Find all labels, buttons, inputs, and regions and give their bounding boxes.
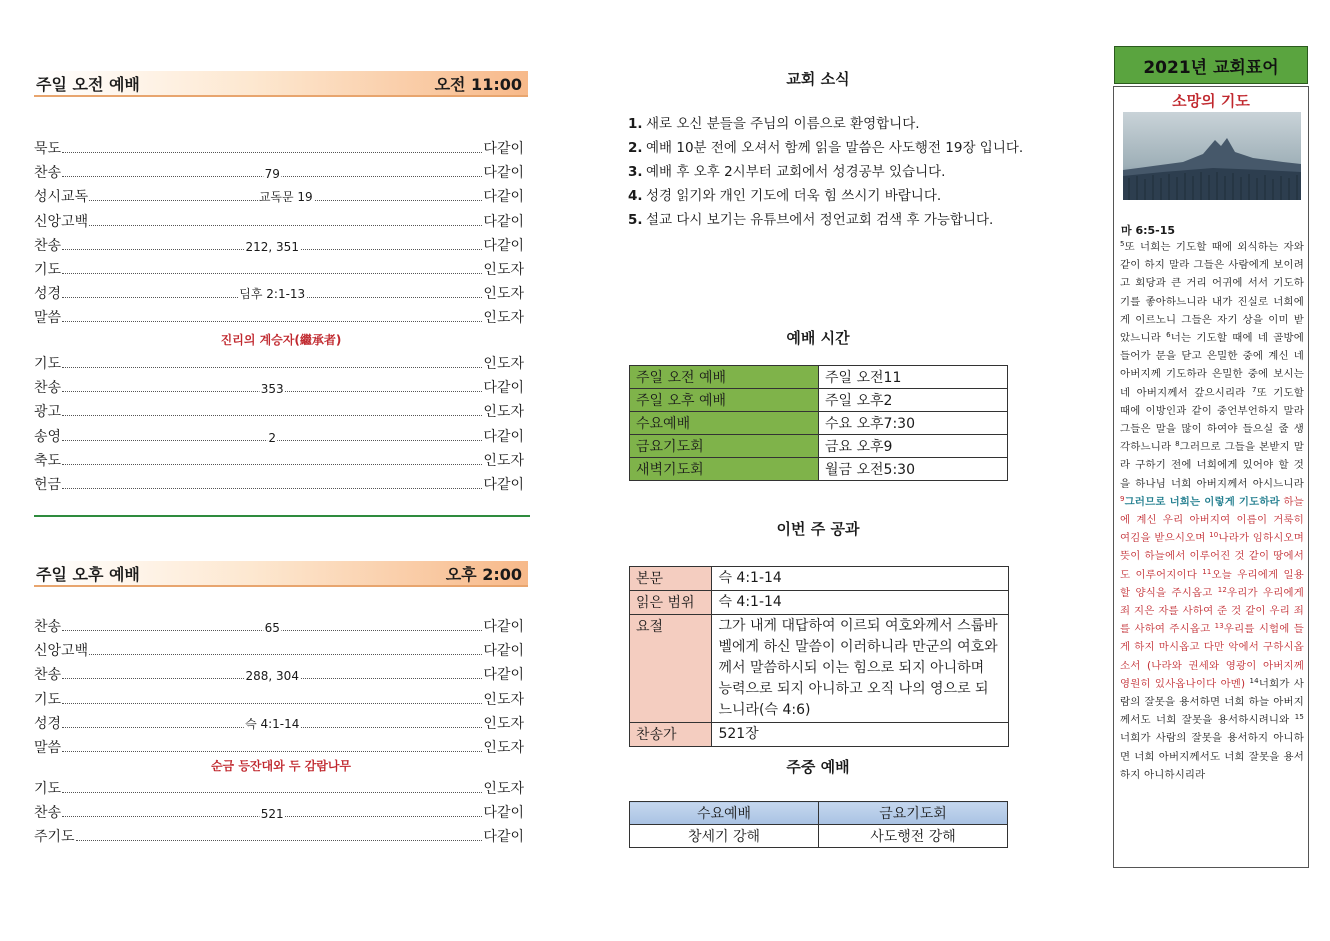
service-name: 금요기도회: [630, 435, 819, 458]
order-item-detail: 딤후 2:1-13: [239, 287, 306, 302]
leader-dots: [62, 366, 482, 368]
verse-number: 7: [1251, 385, 1257, 394]
leader-dots: [62, 807, 482, 822]
order-item-name: 기도: [34, 691, 62, 708]
midweek-table: [629, 801, 1008, 848]
order-item-leader: 인도자: [483, 691, 524, 708]
order-item-name: 축도: [34, 452, 62, 469]
order-item-name: 기도: [34, 781, 62, 797]
verse-text: 너희가 사람의 잘못을 용서하면 너희 하늘 아버지께서도 너희 잘못을 용서하시려니와: [1120, 677, 1305, 727]
news-text: 성경 읽기와 개인 기도에 더욱 힘 쓰시기 바랍니다.: [646, 188, 942, 204]
order-row: [34, 687, 524, 709]
afternoon-sermon-title: 순금 등잔대와 두 감람나무: [210, 759, 352, 773]
verse-number: 14: [1249, 676, 1259, 685]
order-item-name: 찬송: [34, 667, 62, 684]
verse-number: 11: [1202, 567, 1212, 576]
verse-text: 또 기도할 때에 이방인과 같이 중언부언하지 말라 그들은 말을 많이 하여야 들으실 줄 생각하느니라: [1120, 386, 1305, 454]
table-row: [630, 825, 1008, 848]
order-item-leader: 인도자: [483, 740, 524, 756]
order-item-detail: 79: [264, 167, 280, 182]
order-item-detail: 521: [260, 807, 284, 822]
order-item-name: 찬송: [34, 165, 62, 182]
table-row: [630, 723, 1009, 747]
order-row: [34, 776, 524, 798]
order-item-name: 기도: [34, 262, 62, 278]
verse-number: 9: [1120, 494, 1125, 503]
order-item-leader: 다같이: [483, 643, 524, 660]
order-item-leader: 다같이: [483, 165, 524, 182]
order-row: [34, 614, 524, 636]
order-item-leader: 인도자: [483, 452, 524, 469]
table-row: [630, 567, 1009, 591]
news-number: 4.: [628, 188, 643, 204]
order-item-name: 말씀: [34, 740, 62, 756]
order-row: [34, 711, 524, 733]
service-name: 주일 오후 예배: [630, 389, 819, 412]
verse-number: 8: [1175, 440, 1180, 449]
verse-number: 6: [1166, 331, 1171, 340]
leader-dots: [62, 702, 482, 704]
verse-text: 너는 기도할 때에 네 골방에 들어가 문을 닫고 은밀한 중에 계신 네 아버지께 기도하라 은밀한 중에 보시는 네 아버지께서 갚으시리라: [1120, 332, 1304, 399]
service-time: 수요 오후7:30: [819, 412, 1008, 435]
order-row: [34, 399, 524, 421]
order-item-detail: 353: [260, 382, 284, 397]
service-name: 수요예배: [630, 412, 819, 435]
table-row: [630, 412, 1008, 435]
order-item-name: 찬송: [34, 380, 62, 397]
verse-text: 너희가 사람의 잘못을 용서하지 아니하면 너희 아버지께서도 너희 잘못을 용서하지 아니하시리라: [1120, 732, 1304, 781]
order-row: [34, 136, 524, 158]
lesson-title: 이번 주 공과: [776, 520, 860, 538]
service-time: 금요 오후9: [819, 435, 1008, 458]
leader-dots: [62, 430, 482, 445]
order-item-leader: 다같이: [483, 237, 524, 254]
service-times-table: [629, 365, 1008, 481]
leader-dots: [62, 167, 482, 182]
order-row: [34, 735, 524, 757]
afternoon-service-header: [34, 561, 528, 587]
news-text: 설교 다시 보기는 유튜브에서 정언교회 검색 후 가능합니다.: [646, 212, 994, 228]
order-item-detail: 288, 304: [245, 669, 299, 684]
order-row: [34, 638, 524, 660]
order-item-leader: 인도자: [483, 310, 524, 327]
leader-dots: [62, 382, 482, 397]
news-list: [628, 112, 1048, 232]
church-motto-banner: 2021년 교회표어: [1114, 46, 1308, 84]
verse-text: 또 너희는 기도할 때에 외식하는 자와 같이 하지 말라 그들은 사람에게 보이려고 회당과 큰 거리 어귀에 서서 기도하기를 좋아하느니라 내가 진실로 너희에게 이르노니 그들은 자기 상을 이미 받았느니라: [1120, 241, 1304, 345]
order-item-detail: 65: [264, 621, 280, 635]
lesson-value: 521장: [712, 723, 1009, 747]
leader-dots: [89, 190, 482, 205]
news-title: 교회 소식: [786, 70, 850, 88]
midweek-title: 주중 예배: [786, 758, 850, 776]
order-item-leader: 다같이: [483, 141, 524, 157]
order-item-name: 기도: [34, 356, 62, 372]
scripture-reference: 마 6:5-15: [1121, 224, 1176, 237]
order-row: [34, 305, 524, 327]
order-item-name: 찬송: [34, 237, 62, 254]
service-name: 새벽기도회: [630, 458, 819, 481]
midweek-value: 창세기 강해: [630, 825, 819, 848]
news-text: 새로 오신 분들을 주님의 이름으로 환영합니다.: [646, 116, 920, 132]
afternoon-service-time: 오후 2:00: [445, 564, 522, 584]
order-item-name: 말씀: [34, 310, 62, 327]
order-item-leader: 다같이: [483, 189, 524, 206]
news-item: [628, 112, 1048, 136]
order-item-leader: 다같이: [483, 213, 524, 230]
order-item-leader: 인도자: [483, 356, 524, 372]
order-item-name: 찬송: [34, 805, 62, 822]
order-item-name: 성시교독: [34, 189, 89, 206]
table-row: [630, 366, 1008, 389]
order-item-leader: 다같이: [483, 667, 524, 684]
leader-dots: [62, 669, 482, 684]
order-item-leader: 다같이: [483, 477, 524, 493]
morning-service-header: [34, 71, 528, 97]
order-item-name: 찬송: [34, 619, 62, 635]
lesson-value: 슥 4:1-14: [712, 591, 1009, 615]
verse-number: 15: [1294, 713, 1304, 722]
verse-text-highlight: 그러므로 너희는 이렇게 기도하라: [1124, 495, 1280, 508]
leader-dots: [62, 239, 482, 254]
news-number: 2.: [628, 140, 643, 156]
order-item-leader: 인도자: [483, 781, 524, 797]
order-item-leader: 다같이: [483, 805, 524, 822]
leader-dots: [62, 750, 482, 752]
prayer-title: 소망의 기도: [1172, 92, 1250, 110]
leader-dots: [62, 287, 482, 302]
lesson-table: [629, 566, 1009, 747]
order-row: [34, 184, 524, 206]
verse-text-red: 하늘에 계신 우리 아버지여 이름이 거룩히 여김을 받으시오며: [1120, 495, 1304, 545]
lesson-key: 찬송가: [630, 723, 712, 747]
news-item: [628, 136, 1048, 160]
afternoon-service-title: 주일 오후 예배: [36, 564, 140, 584]
news-item: [628, 208, 1048, 232]
order-item-leader: 인도자: [483, 404, 524, 421]
order-row: [34, 448, 524, 470]
news-item: [628, 160, 1048, 184]
leader-dots: [62, 487, 482, 489]
order-item-leader: 인도자: [483, 286, 524, 303]
service-time: 주일 오후2: [819, 389, 1008, 412]
order-item-name: 신앙고백: [34, 213, 89, 230]
order-row: [34, 424, 524, 446]
order-item-name: 신앙고백: [34, 643, 89, 660]
table-row: [630, 615, 1009, 723]
order-item-leader: 다같이: [483, 380, 524, 397]
verse-text-red: 우리를 시험에 들게 하지 마시옵고 다만 악에서 구하시옵소서 (나라와 권세와 영광이 아버지께 영원히 있사옵나이다 아멘): [1120, 623, 1304, 690]
order-item-detail: 212, 351: [245, 239, 299, 254]
lesson-key: 읽은 범위: [630, 591, 712, 615]
news-number: 1.: [628, 116, 643, 132]
news-text: 예배 후 오후 2시부터 교회에서 성경공부 있습니다.: [646, 164, 946, 180]
lesson-value: 그가 내게 대답하여 이르되 여호와께서 스룹바벨에게 하신 말씀이 이러하니라 만군의 여호와께서 말씀하시되 이는 힘으로 되지 아니하며 능력으로 되지 아니하고 오직 나의 영으로 되느니라(슥 4:6): [712, 615, 1009, 723]
table-row: [630, 458, 1008, 481]
order-row: [34, 233, 524, 255]
leader-dots: [62, 414, 482, 416]
lesson-value: 슥 4:1-14: [712, 567, 1009, 591]
verse-text-red: 우리가 우리에게 죄 지은 자를 사하여 준 것 같이 우리 죄를 사하여 주시옵고: [1120, 586, 1304, 636]
order-item-detail: 2: [268, 430, 277, 445]
order-row: [34, 800, 524, 822]
morning-sermon-title: 진리의 계승자(繼承者): [220, 333, 342, 347]
verse-number: 5: [1120, 240, 1125, 248]
order-item-name: 광고: [34, 404, 62, 421]
order-row: [34, 257, 524, 279]
order-row: [34, 375, 524, 397]
order-row: [34, 281, 524, 303]
order-item-name: 주기도: [34, 829, 75, 846]
leader-dots: [62, 320, 482, 322]
morning-service-title: 주일 오전 예배: [36, 74, 140, 94]
leader-dots: [76, 839, 483, 841]
leader-dots: [62, 272, 482, 274]
verse-number: 10: [1209, 531, 1219, 540]
scripture-text: [1120, 238, 1304, 784]
order-row: [34, 472, 524, 494]
order-item-name: 묵도: [34, 141, 62, 157]
verse-text: 그러므로 그들을 본받지 말라 구하기 전에 너희에게 있어야 할 것을 하나님 너희 아버지께서 아시느니라: [1120, 441, 1304, 490]
lesson-key: 요절: [630, 615, 712, 723]
order-row: [34, 351, 524, 373]
order-item-name: 성경: [34, 715, 62, 732]
order-item-detail: 교독문 19: [258, 190, 313, 205]
midweek-header: 수요예배: [630, 802, 819, 825]
order-row: [34, 209, 524, 231]
leader-dots: [62, 791, 482, 793]
order-row: [34, 662, 524, 684]
service-time: 주일 오전11: [819, 366, 1008, 389]
order-item-leader: 다같이: [483, 829, 524, 846]
order-item-name: 송영: [34, 428, 62, 445]
verse-text-red: 오늘 우리에게 일용할 양식을 주시옵고: [1120, 568, 1305, 599]
order-item-leader: 다같이: [483, 619, 524, 635]
lesson-key: 본문: [630, 567, 712, 591]
leader-dots: [62, 151, 482, 153]
service-times-title: 예배 시간: [786, 329, 850, 347]
leader-dots: [62, 621, 482, 635]
news-number: 3.: [628, 164, 643, 180]
morning-service-time: 오전 11:00: [434, 74, 522, 94]
verse-text-red: 나라가 임하시오며 뜻이 하늘에서 이루어진 것 같이 땅에서도 이루어지이다: [1120, 532, 1304, 581]
order-item-name: 헌금: [34, 477, 62, 493]
table-row: [630, 389, 1008, 412]
news-item: [628, 184, 1048, 208]
order-item-leader: 다같이: [483, 428, 524, 445]
table-row: [630, 591, 1009, 615]
verse-number: 12: [1217, 585, 1228, 594]
order-item-leader: 인도자: [483, 262, 524, 278]
verse-number: 13: [1214, 622, 1224, 631]
order-row: [34, 824, 524, 846]
leader-dots: [89, 224, 482, 226]
leader-dots: [62, 716, 482, 731]
news-text: 예배 10분 전에 오셔서 함께 읽을 말씀은 사도행전 19장 입니다.: [646, 140, 1024, 156]
order-item-detail: 슥 4:1-14: [245, 716, 300, 731]
news-number: 5.: [628, 212, 643, 228]
service-name: 주일 오전 예배: [630, 366, 819, 389]
mountain-landscape-image: [1123, 112, 1301, 200]
service-time: 월금 오전5:30: [819, 458, 1008, 481]
order-row: [34, 160, 524, 182]
section-divider: [34, 515, 530, 517]
midweek-value: 사도행전 강해: [819, 825, 1008, 848]
order-item-name: 성경: [34, 286, 62, 303]
table-header-row: [630, 802, 1008, 825]
leader-dots: [89, 653, 482, 655]
order-item-leader: 인도자: [483, 715, 524, 732]
table-row: [630, 435, 1008, 458]
midweek-header: 금요기도회: [819, 802, 1008, 825]
leader-dots: [62, 463, 482, 465]
